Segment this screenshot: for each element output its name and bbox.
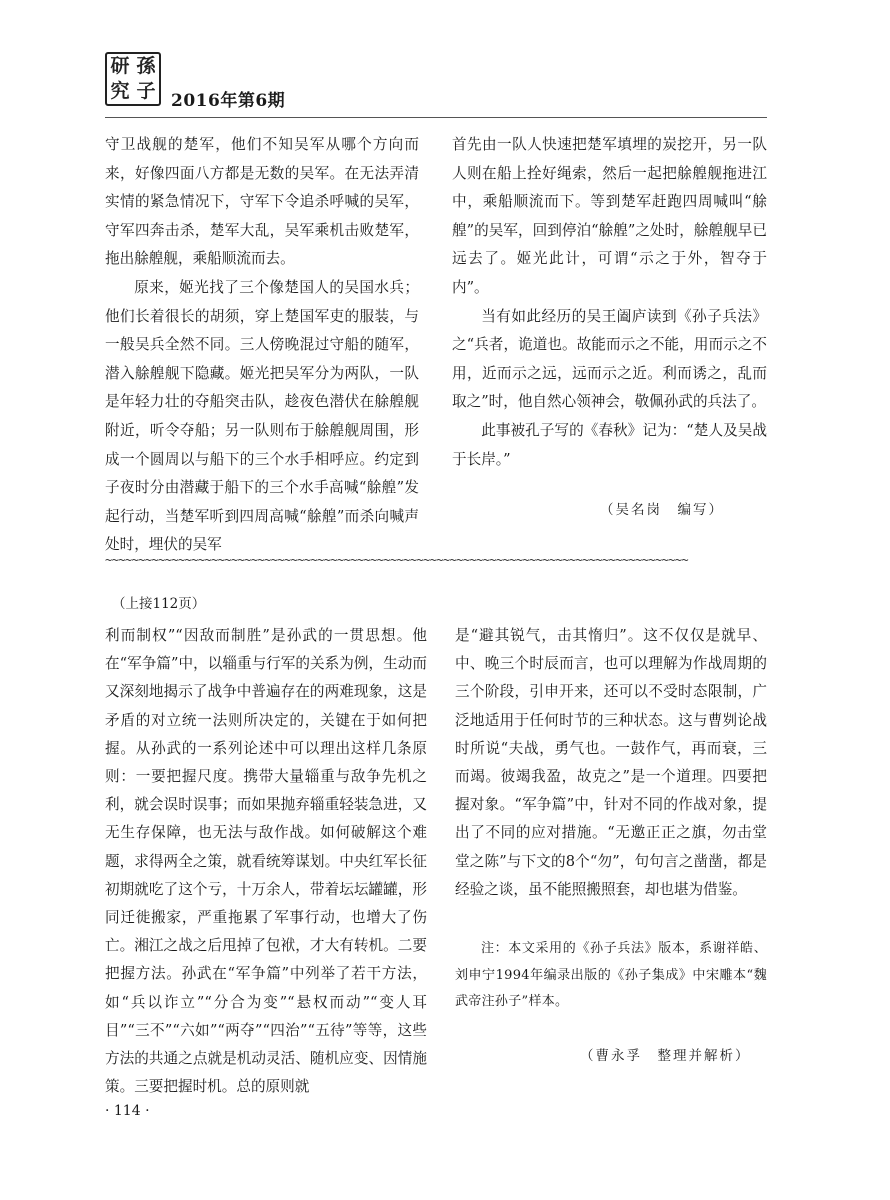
page-number: · 114 · xyxy=(105,1103,150,1119)
bottom-article-column-left xyxy=(105,622,427,1101)
wavy-separator: ~~~~~~~~~~~~~~~~~~~~~~~~~~~~~~~~~~~~~~~~~~~~~~~~~~~~~~~~~~~~~~~~~~~~~~~~~~~~~~~~~~~~~~~~ xyxy=(105,553,688,567)
top-article-column-left xyxy=(105,131,419,560)
paragraph: 是“避其锐气，击其惰归”。这不仅仅是就早、中、晚三个时辰而言，也可以理解为作战周期的三个阶段，引申开来，还可以不受时态限制，广泛地适用于任何时节的三种状态。这与曹刿论战时所说“夫战，勇气也。一鼓作气，再而衰，三而竭。彼竭我盈，故克之”是一个道理。四要把握对象。“军争篇”中，针对不同的作战对象，提出了不同的应对措施。“无邀正正之旗，勿击堂堂之陈”与下文的8个“勿”，句句言之凿凿，都是经验之谈，虽不能照搬照套，却也堪为借鉴。 xyxy=(455,627,767,898)
paragraph: 守卫战舰的楚军，他们不知吴军从哪个方向而来，好像四面八方都是无数的吴军。在无法弄清实情的紧急情况下，守军下令追杀呼喊的吴军，守军四奔击杀，楚军大乱，吴军乘机击败楚军，拖出艅艎舰，乘船顺流而去。 xyxy=(105,136,419,268)
footnote xyxy=(455,936,767,1016)
logo-char: 孫 xyxy=(136,55,156,77)
logo-char: 子 xyxy=(136,80,156,102)
top-article-signature: （吴名岗 编写） xyxy=(600,502,724,518)
page-header xyxy=(105,52,767,114)
continued-from-label: （上接112页） xyxy=(112,596,206,612)
paragraph: 首先由一队人快速把楚军填埋的炭挖开，另一队人则在船上拴好绳索，然后一起把艅艎舰拖进江中，乘船顺流而下。等到楚军赶跑四周喊叫“艅艎”的吴军，回到停泊“艅艎”之处时，艅艎舰早已远去了。姬光此计，可谓“示之于外，智夺于内”。 xyxy=(452,136,767,296)
footnote-text: 注：本文采用的《孙子兵法》版本，系谢祥皓、刘申宁1994年编录出版的《孙子集成》中宋雕本“魏武帝注孙子”样本。 xyxy=(455,941,767,1009)
issue-label: 2016年第6期 xyxy=(171,91,286,111)
header-rule xyxy=(105,117,767,118)
logo-char: 究 xyxy=(110,80,130,102)
bottom-article-column-right xyxy=(455,622,767,904)
journal-logo xyxy=(105,52,161,106)
paragraph: 此事被孔子写的《春秋》记为：“楚人及吴战于长岸。” xyxy=(452,421,767,468)
bottom-article-signature: （曹永孚 整理并解析） xyxy=(580,1048,751,1064)
paragraph: 当有如此经历的吴王阖庐读到《孙子兵法》之“兵者，诡道也。故能而示之不能，用而示之不用，近而示之远，远而示之近。利而诱之，乱而取之”时，他自然心领神会，敬佩孙武的兵法了。 xyxy=(452,307,767,411)
logo-char: 研 xyxy=(110,55,130,77)
top-article-column-right xyxy=(452,131,767,474)
paragraph: 原来，姬光找了三个像楚国人的吴国水兵；他们长着很长的胡须，穿上楚国军吏的服装，与一般吴兵全然不同。三人傍晚混过守船的随军，潜入艅艎舰下隐藏。姬光把吴军分为两队，一队是年轻力壮的夺船突击队，趁夜色潜伏在艅艎舰附近，听令夺船；另一队则布于艅艎舰周围，形成一个圆周以与船下的三个水手相呼应。约定到子夜时分由潜藏于船下的三个水手高喊“艅艎”发起行动，当楚军听到四周高喊“艅艎”而杀向喊声处时，埋伏的吴军 xyxy=(105,278,419,554)
paragraph: 利而制权”“因敌而制胜”是孙武的一贯思想。他在“军争篇”中，以辎重与行军的关系为例，生动而又深刻地揭示了战争中普遍存在的两难现象，这是矛盾的对立统一法则所决定的，关键在于如何把握。从孙武的一系列论述中可以理出这样几条原则：一要把握尺度。携带大量辎重与敌争先机之利，就会误时误事；而如果抛弃辎重轻装急进，又无生存保障，也无法与敌作战。如何破解这个难题，求得两全之策，就看统筹谋划。中央红军长征初期就吃了这个亏，十万余人，带着坛坛罐罐，形同迁徙搬家，严重拖累了军事行动，也增大了伤亡。湘江之战之后甩掉了包袱，才大有转机。二要把握方法。孙武在“军争篇”中列举了若干方法，如“兵以诈立”“分合为变”“悬权而动”“变人耳目”“三不”“六如”“两夺”“四治”“五待”等等，这些方法的共通之点就是机动灵活、随机应变、因情施策。三要把握时机。总的原则就 xyxy=(105,627,427,1096)
